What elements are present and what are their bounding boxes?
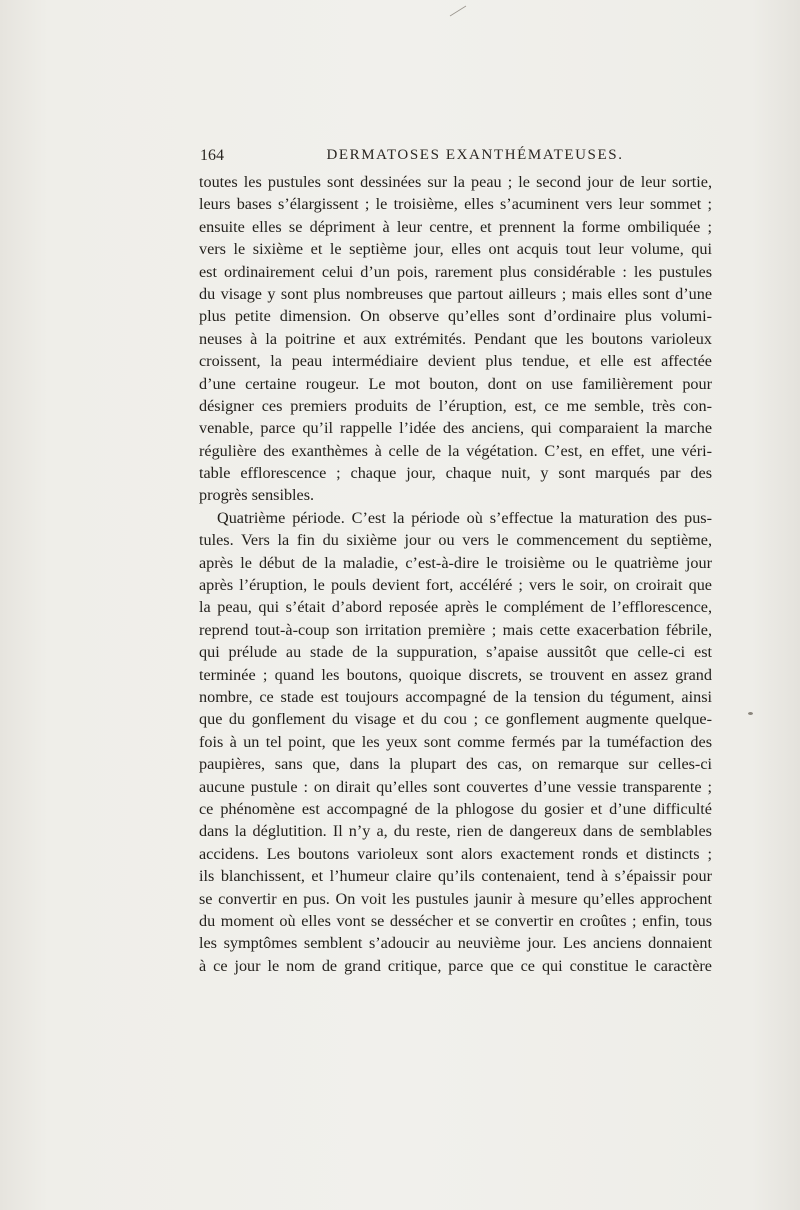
text-line: vers le sixième et le septième jour, elles ont acquis tout leur volume, qui (199, 240, 712, 259)
paper-speck (748, 712, 753, 715)
text-line: du moment où elles vont se dessécher et se convertir en croûtes ; enfin, tous (199, 911, 712, 930)
text-line: neuses à la poitrine et aux extrémités. Pendant que les boutons varioleux (199, 329, 712, 348)
text-line: ensuite elles se dépriment à leur centre, et prennent la forme ombiliquée ; (199, 217, 712, 236)
text-line: tules. Vers la fin du sixième jour ou vers le commencement du septième, (199, 531, 712, 550)
text-line: leurs bases s’élargissent ; le troisième, elles s’acuminent vers leur sommet ; (199, 195, 712, 214)
text-line: progrès sensibles. (199, 486, 315, 505)
text-line: après l’éruption, le pouls devient fort, accéléré ; vers le soir, on croirait que (199, 576, 712, 595)
text-line: est ordinairement celui d’un pois, rarement plus considérable : les pustules (199, 262, 712, 281)
text-line: Quatrième période. C’est la période où s’effectue la maturation des pus- (217, 508, 712, 527)
text-line: dans la déglutition. Il n’y a, du reste, rien de dangereux dans de semblables (199, 822, 712, 841)
text-line: du visage y sont plus nombreuses que partout ailleurs ; mais elles sont d’une (199, 284, 712, 303)
text-line: croissent, la peau intermédiaire devient plus tendue, et elle est affectée (199, 352, 712, 371)
running-title: DERMATOSES EXANTHÉMATEUSES. (326, 147, 624, 163)
text-line: aucune pustule : on dirait qu’elles sont couvertes d’une vessie transparente ; (199, 777, 712, 796)
text-line: plus petite dimension. On observe qu’elles sont d’ordinaire plus volumi- (199, 307, 712, 326)
text-line: nombre, ce stade est toujours accompagné de la tension du tégument, ainsi (199, 687, 712, 706)
text-line: d’une certaine rougeur. Le mot bouton, dont on use familièrement pour (199, 374, 712, 393)
text-line: se convertir en pus. On voit les pustules jaunir à mesure qu’elles approchent (199, 889, 712, 908)
text-line: accidens. Les boutons varioleux sont alors exactement ronds et distincts ; (199, 844, 712, 863)
text-line: reprend tout-à-coup son irritation première ; mais cette exacerbation fébrile, (199, 620, 712, 639)
text-line: que du gonflement du visage et du cou ; ce gonflement augmente quelque- (199, 710, 712, 729)
text-line: ils blanchissent, et l’humeur claire qu’ils contenaient, tend à s’épaissir pour (199, 867, 712, 886)
text-line: ce phénomène est accompagné de la phlogose du gosier et d’une difficulté (199, 799, 712, 818)
text-line: les symptômes semblent s’adoucir au neuvième jour. Les anciens donnaient (199, 934, 712, 953)
pencil-mark (448, 4, 468, 18)
page-number: 164 (200, 147, 224, 164)
text-line: régulière des exanthèmes à celle de la végétation. C’est, en effet, une véri- (199, 441, 712, 460)
text-line: désigner ces premiers produits de l’éruption, est, ce me semble, très con- (199, 396, 712, 415)
text-line: table efflorescence ; chaque jour, chaque nuit, y sont marqués par des (199, 464, 712, 483)
text-line: qui prélude au stade de la suppuration, s’apaise aussitôt que celle-ci est (199, 643, 712, 662)
text-line: après le début de la maladie, c’est-à-dire le troisième ou le quatrième jour (199, 553, 712, 572)
text-line: à ce jour le nom de grand critique, parce que ce qui constitue le caractère (199, 956, 712, 975)
text-line: toutes les pustules sont dessinées sur la peau ; le second jour de leur sortie, (199, 173, 712, 191)
text-line: fois à un tel point, que les yeux sont comme fermés par la tuméfaction des (199, 732, 712, 751)
text-line: venable, parce qu’il rappelle l’idée des anciens, qui comparaient la marche (199, 419, 712, 438)
text-line: la peau, qui s’était d’abord reposée après le complément de l’efflorescence, (199, 598, 712, 617)
body-text (199, 171, 712, 977)
page-header (200, 147, 710, 171)
text-line: paupières, sans que, dans la plupart des cas, on remarque sur celles-ci (199, 755, 712, 774)
text-line: terminée ; quand les boutons, quoique discrets, se trouvent en assez grand (199, 665, 712, 684)
